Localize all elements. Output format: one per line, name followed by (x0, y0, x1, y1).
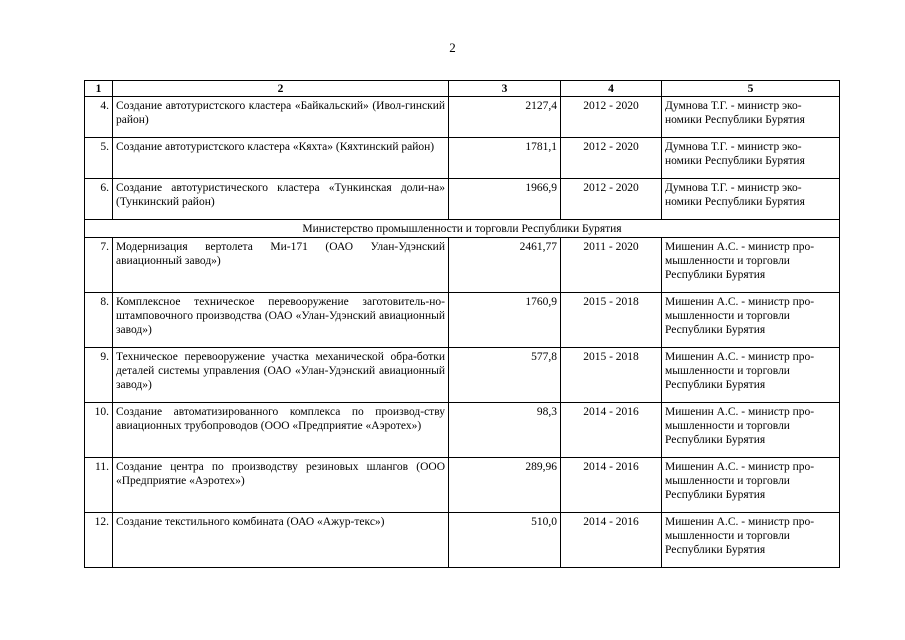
section-row (85, 220, 840, 238)
responsible-person: Думнова Т.Г. - министр эко-номики Республики Бурятия (662, 138, 840, 179)
table-row (85, 513, 840, 568)
row-number: 10. (85, 403, 113, 458)
table-header-row (85, 81, 840, 97)
project-period: 2012 - 2020 (561, 97, 662, 138)
project-cost: 1781,1 (449, 138, 561, 179)
column-header: 1 (85, 81, 113, 97)
table-row (85, 179, 840, 220)
project-period: 2011 - 2020 (561, 238, 662, 293)
table-row (85, 458, 840, 513)
project-cost: 1966,9 (449, 179, 561, 220)
page-number: 2 (449, 40, 456, 55)
project-name: Создание автотуристского кластера «Кяхта» (Кяхтинский район) (113, 138, 449, 179)
projects-table (84, 80, 840, 568)
column-header: 5 (662, 81, 840, 97)
responsible-person: Мишенин А.С. - министр про-мышленности и торговли Республики Бурятия (662, 348, 840, 403)
project-name: Модернизация вертолета Ми-171 (ОАО Улан-Удэнский авиационный завод») (113, 238, 449, 293)
project-cost: 98,3 (449, 403, 561, 458)
project-name: Создание автоматизированного комплекса по производ-ству авиационных трубопроводов (ООО «Предприятие «Аэротех») (113, 403, 449, 458)
responsible-person: Думнова Т.Г. - министр эко-номики Республики Бурятия (662, 97, 840, 138)
row-number: 11. (85, 458, 113, 513)
project-period: 2014 - 2016 (561, 513, 662, 568)
project-period: 2014 - 2016 (561, 403, 662, 458)
responsible-person: Мишенин А.С. - министр про-мышленности и торговли Республики Бурятия (662, 238, 840, 293)
table-row (85, 403, 840, 458)
project-cost: 2127,4 (449, 97, 561, 138)
project-period: 2014 - 2016 (561, 458, 662, 513)
project-name: Создание автотуристического кластера «Тункинская доли-на» (Тункинский район) (113, 179, 449, 220)
row-number: 12. (85, 513, 113, 568)
project-name: Создание текстильного комбината (ОАО «Ажур-текс») (113, 513, 449, 568)
table-row (85, 293, 840, 348)
table-row (85, 138, 840, 179)
row-number: 7. (85, 238, 113, 293)
responsible-person: Мишенин А.С. - министр про-мышленности и торговли Республики Бурятия (662, 458, 840, 513)
responsible-person: Мишенин А.С. - министр про-мышленности и торговли Республики Бурятия (662, 403, 840, 458)
project-period: 2015 - 2018 (561, 293, 662, 348)
project-cost: 577,8 (449, 348, 561, 403)
project-name: Техническое перевооружение участка механической обра-ботки деталей системы управления (ОАО «Улан-Удэнский авиационный завод») (113, 348, 449, 403)
table-row (85, 348, 840, 403)
responsible-person: Мишенин А.С. - министр про-мышленности и торговли Республики Бурятия (662, 293, 840, 348)
section-title: Министерство промышленности и торговли Республики Бурятия (85, 220, 840, 238)
column-header: 3 (449, 81, 561, 97)
project-period: 2012 - 2020 (561, 138, 662, 179)
row-number: 4. (85, 97, 113, 138)
project-name: Создание центра по производству резиновых шлангов (ООО «Предприятие «Аэротех») (113, 458, 449, 513)
column-header: 4 (561, 81, 662, 97)
project-name: Комплексное техническое перевооружение заготовитель-но-штамповочного производства (ОАО «Улан-Удэнский авиационный завод») (113, 293, 449, 348)
row-number: 8. (85, 293, 113, 348)
table-row (85, 238, 840, 293)
column-header: 2 (113, 81, 449, 97)
responsible-person: Думнова Т.Г. - министр эко-номики Республики Бурятия (662, 179, 840, 220)
project-period: 2012 - 2020 (561, 179, 662, 220)
project-cost: 510,0 (449, 513, 561, 568)
project-cost: 2461,77 (449, 238, 561, 293)
project-name: Создание автотуристского кластера «Байкальский» (Ивол-гинский район) (113, 97, 449, 138)
project-cost: 289,96 (449, 458, 561, 513)
project-period: 2015 - 2018 (561, 348, 662, 403)
project-cost: 1760,9 (449, 293, 561, 348)
row-number: 5. (85, 138, 113, 179)
responsible-person: Мишенин А.С. - министр про-мышленности и торговли Республики Бурятия (662, 513, 840, 568)
row-number: 9. (85, 348, 113, 403)
row-number: 6. (85, 179, 113, 220)
table-row (85, 97, 840, 138)
